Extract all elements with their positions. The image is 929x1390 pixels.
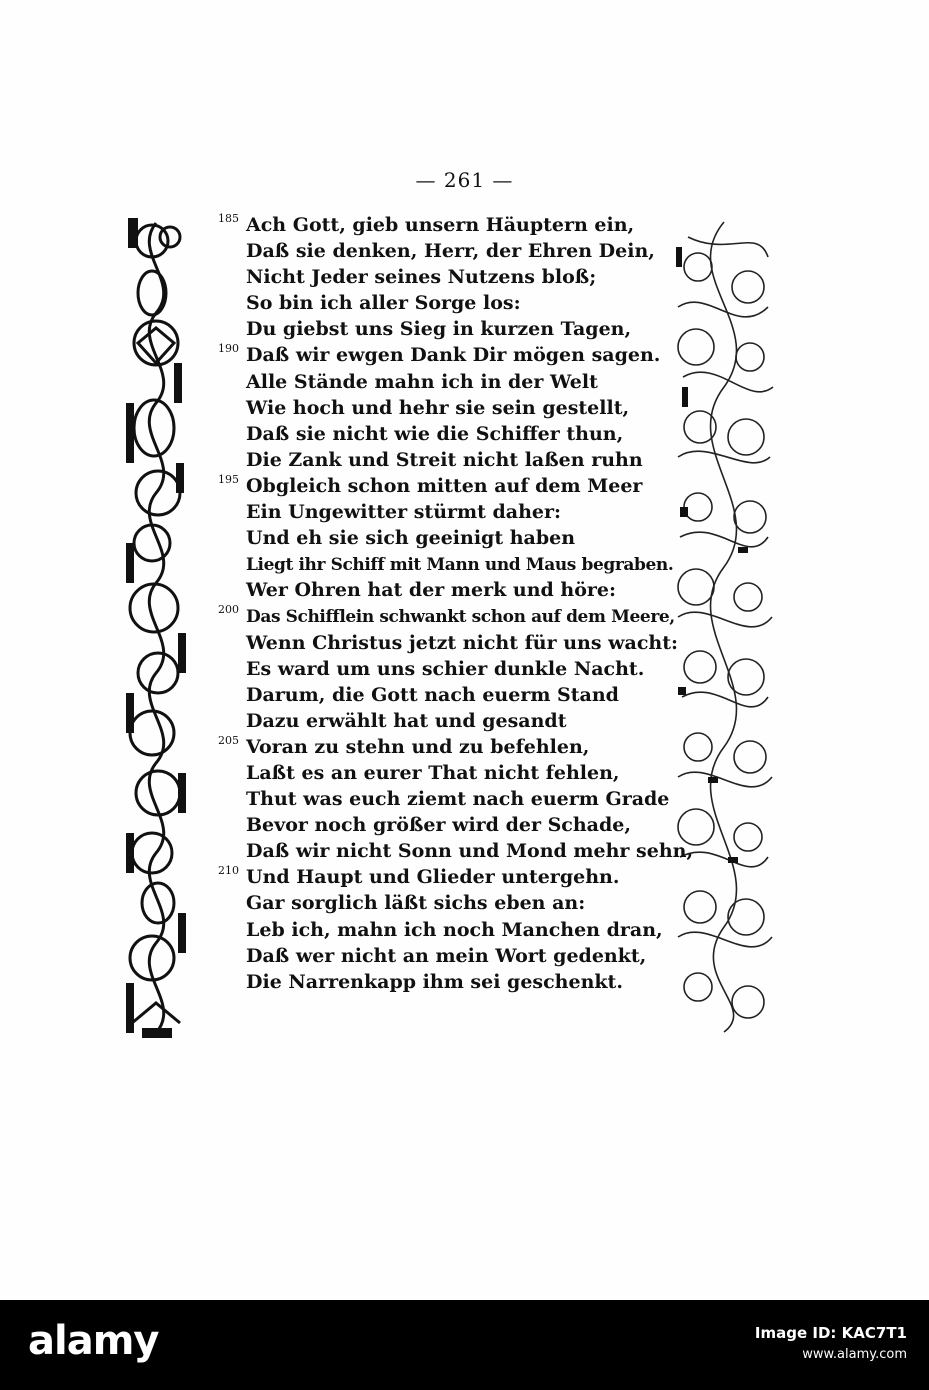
line-text: Bevor noch größer wird der Schade, [246,814,631,837]
line-text: Du giebst uns Sieg in kurzen Tagen, [246,318,632,341]
poem-line [218,812,658,838]
poem-line [218,786,670,812]
poem-line [218,551,674,577]
line-text: Gar sorglich läßt sichs eben an: [246,892,586,915]
poem-line [218,342,661,368]
poem-line [218,656,658,682]
line-number: 185 [218,212,239,225]
poem-line [218,447,658,473]
line-text: Laßt es an eurer That nicht fehlen, [246,761,620,784]
page-number: — 261 — [415,168,514,192]
line-text: Alle Stände mahn ich in der Welt [246,370,598,393]
poem-line [218,525,658,551]
line-text: So bin ich aller Sorge los: [246,292,521,315]
poem-line [218,264,658,290]
image-id: Image ID: KAC7T1 [754,1324,907,1342]
line-text: Voran zu stehn und zu befehlen, [246,735,590,758]
line-number: 190 [218,342,239,356]
poem-line [218,577,658,603]
line-text: Das Schifflein schwankt schon auf dem Meere, [246,607,675,628]
line-text: Thut was euch ziemt nach euerm Grade [246,788,670,811]
poem-line [218,838,694,864]
poem-line [218,943,658,969]
watermark-bar [0,1300,929,1390]
poem-line [218,395,658,421]
alamy-logo: alamy [28,1318,159,1364]
line-number: 195 [218,472,239,486]
line-text: Ein Ungewitter stürmt daher: [246,501,562,524]
poem-line [218,734,658,760]
line-text: Ach Gott, gieb unsern Häuptern ein, [246,214,635,236]
poem-line [218,238,658,264]
line-text: Wer Ohren hat der merk und höre: [246,579,617,602]
poem-line [218,969,658,995]
line-text: Obgleich schon mitten auf dem Meer [246,474,643,497]
poem-line [218,212,658,238]
poem-line [218,630,678,656]
ornamental-border-right-icon [668,217,780,1037]
line-text: Und eh sie sich geeinigt haben [246,527,576,550]
poem-line [218,603,675,629]
poem-line [218,682,658,708]
poem-line [218,864,658,890]
line-text: Daß wer nicht an mein Wort gedenkt, [246,944,647,967]
line-text: Wenn Christus jetzt nicht für uns wacht: [246,631,678,654]
line-number: 210 [218,864,239,878]
line-text: Leb ich, mahn ich noch Manchen dran, [246,918,663,941]
poem-line [218,473,658,499]
line-text: Daß sie nicht wie die Schiffer thun, [246,422,624,445]
ornamental-border-left-icon [122,213,190,1040]
line-text: Daß wir nicht Sonn und Mond mehr sehn, [246,840,694,863]
line-text: Wie hoch und hehr sie sein gestellt, [246,396,630,419]
line-text: Die Narrenkapp ihm sei geschenkt. [246,970,623,993]
line-text: Liegt ihr Schiff mit Mann und Maus begraben. [246,555,674,576]
poem-line [218,316,658,342]
poem-line [218,760,658,786]
poem-line [218,499,658,525]
poem-line [218,290,658,316]
image-info [755,1322,907,1366]
line-text: Daß sie denken, Herr, der Ehren Dein, [246,240,655,263]
poem-line [218,421,658,447]
poem-text [218,212,694,995]
line-text: Dazu erwählt hat und gesandt [246,709,567,732]
line-text: Darum, die Gott nach euerm Stand [246,683,619,706]
poem-line [218,708,658,734]
poem-line [218,369,658,395]
poem-line [218,890,658,916]
alamy-url: www.alamy.com [802,1347,907,1362]
line-text: Und Haupt und Glieder untergehn. [246,866,620,889]
line-text: Die Zank und Streit nicht laßen ruhn [246,448,643,471]
line-number: 200 [218,603,239,617]
line-number: 205 [218,733,239,747]
poem-line [218,917,663,943]
line-text: Daß wir ewgen Dank Dir mögen sagen. [246,344,661,367]
line-text: Es ward um uns schier dunkle Nacht. [246,657,645,680]
line-text: Nicht Jeder seines Nutzens bloß; [246,266,597,289]
